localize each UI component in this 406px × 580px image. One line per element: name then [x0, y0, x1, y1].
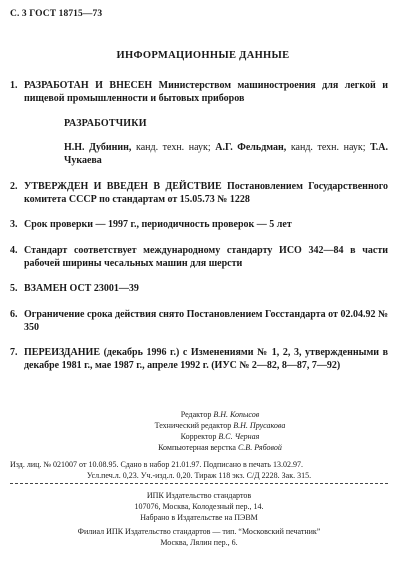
- credit-role: Редактор: [180, 410, 214, 419]
- credit-role: Компьютерная верстка: [158, 443, 238, 452]
- item-number: 6.: [10, 309, 18, 320]
- list-item: [10, 308, 388, 334]
- item-number: 7.: [10, 347, 18, 358]
- list-item: [10, 282, 388, 295]
- developer-name: А.Г. Фельдман,: [215, 142, 287, 153]
- publisher-footer: [10, 490, 388, 548]
- list-item: [10, 244, 388, 270]
- footer-line: 107076, Москва, Колодезный пер., 14.: [134, 502, 264, 511]
- publication-details: [10, 459, 388, 481]
- credit-name: В.С. Черная: [218, 432, 260, 441]
- item-number: 3.: [10, 219, 18, 230]
- developer-title: канд. техн. наук;: [131, 142, 216, 153]
- editorial-credits: [110, 409, 330, 453]
- item-text: Стандарт соответствует международному стандарту ИСО 342—84 в части рабочей ширины чесальных машин для шерсти: [24, 245, 388, 269]
- footer-line: Москва, Лялин пер., 6.: [160, 538, 238, 547]
- page-header: С. 3 ГОСТ 18715—73: [10, 9, 103, 19]
- developers-list: [64, 141, 388, 167]
- item-number: 5.: [10, 283, 18, 294]
- footer-line: Филиал ИПК Издательство стандартов — тип. “Московский печатник”: [77, 527, 321, 536]
- credit-name: В.Н. Прусакова: [233, 421, 286, 430]
- list-item: [10, 218, 388, 231]
- developer-name: Т.А. Чукаева: [64, 142, 388, 166]
- item-number: 2.: [10, 181, 18, 192]
- publication-line: Изд. лиц. № 021007 от 10.08.95. Сдано в набор 21.01.97. Подписано в печать 13.02.97.: [10, 460, 303, 469]
- developer-title: канд. техн. наук;: [286, 142, 371, 153]
- credit-role: Корректор: [180, 432, 219, 441]
- footer-line: ИПК Издательство стандартов: [146, 491, 252, 500]
- publication-line: Усл.печ.л. 0,23. Уч.-изд.л. 0,20. Тираж 118 экз. С/Д 2228. Зак. 315.: [86, 471, 312, 480]
- section-title: ИНФОРМАЦИОННЫЕ ДАННЫЕ: [116, 50, 290, 61]
- item-text: УТВЕРЖДЕН И ВВЕДЕН В ДЕЙСТВИЕ Постановлением Государственного комитета СССР по стандартам от 15.05.73 № 1228: [24, 181, 388, 205]
- item-number: 4.: [10, 245, 18, 256]
- list-item: [10, 79, 388, 105]
- item-number: 1.: [10, 80, 18, 91]
- item-text: ВЗАМЕН ОСТ 23001—39: [24, 283, 139, 294]
- item-text: Срок проверки — 1997 г., периодичность проверок — 5 лет: [24, 219, 292, 230]
- credit-line: [110, 409, 330, 420]
- credit-line: [110, 420, 330, 431]
- list-item: [10, 346, 388, 372]
- developer-name: Н.Н. Дубинин,: [64, 142, 132, 153]
- developers-heading: РАЗРАБОТЧИКИ: [64, 118, 147, 129]
- item-text: ПЕРЕИЗДАНИЕ (декабрь 1996 г.) с Изменениями № 1, 2, 3, утвержденными в декабре 1981 г., мае 1987 г., апреле 1992 г. (ИУС № 2—82, 8—87, 7—92): [24, 347, 388, 371]
- credit-line: [110, 442, 330, 453]
- credit-name: С.В. Рябовой: [237, 443, 282, 452]
- footer-line: Набрано в Издательстве на ПЭВМ: [140, 513, 258, 522]
- credit-name: В.Н. Копысов: [213, 410, 260, 419]
- credit-line: [110, 431, 330, 442]
- item-text: РАЗРАБОТАН И ВНЕСЕН Министерством машиностроения для легкой и пищевой промышленности и бытовых приборов: [24, 80, 388, 104]
- item-text: Ограничение срока действия снято Постановлением Госстандарта от 02.04.92 № 350: [24, 309, 388, 333]
- dashed-divider: [10, 483, 388, 484]
- list-item: [10, 180, 388, 206]
- credit-role: Технический редактор: [154, 421, 234, 430]
